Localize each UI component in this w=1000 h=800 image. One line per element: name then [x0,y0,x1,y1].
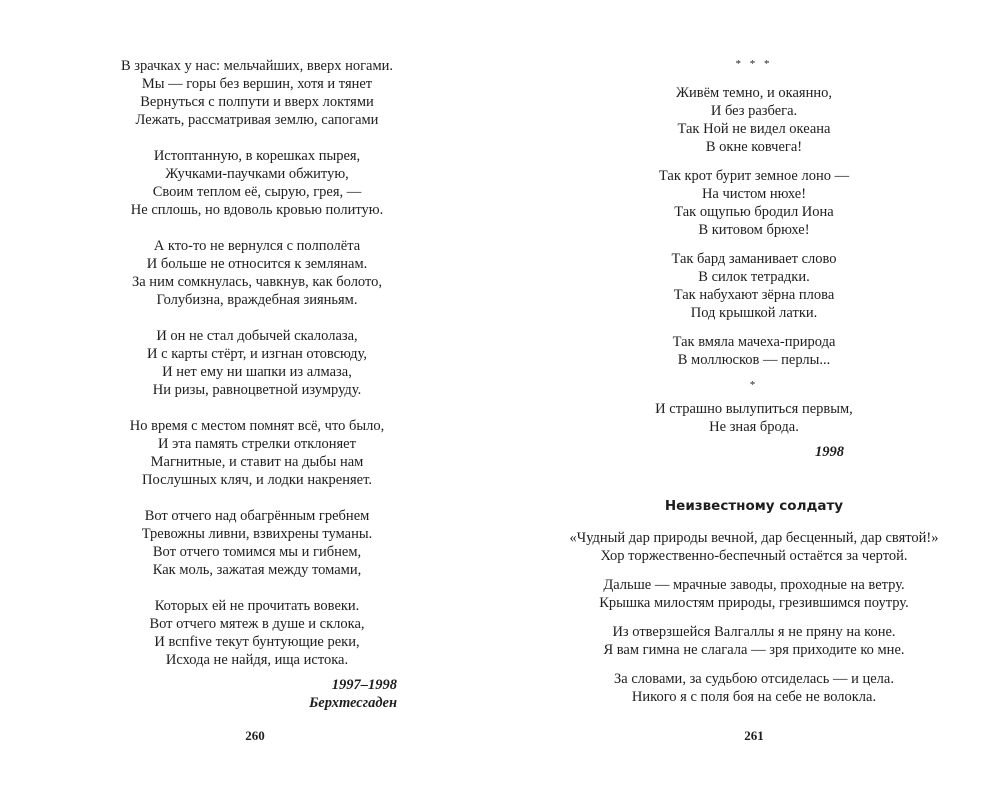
verse-line: Лежать, рассматривая землю, сапогами [135,112,379,128]
poem-final-stanza [554,400,954,436]
stanza [57,507,457,579]
verse-line: Своим теплом её, сырую, грея, — [152,184,362,200]
poem-body [57,57,457,669]
verse-line: Не зная брода. [709,419,799,435]
stanza [57,597,457,669]
stanza [57,57,457,129]
verse-line: Голубизна, враждебная зияньям. [156,292,358,308]
stanza [57,327,457,399]
verse-line: Вернуться с полпути и вверх локтями [140,94,374,110]
verse-line: Хор торжественно-беспечный остаётся за чертой. [600,548,908,564]
verse-line: Мы — горы без вершин, хотя и тянет [141,76,373,92]
stanza [554,167,954,239]
verse-line: Как моль, зажатая между томами, [152,562,362,578]
poem-date: 1997–1998 [331,677,397,693]
poem-body [554,84,954,369]
stanza [57,417,457,489]
stanza [524,576,984,612]
verse-line: «Чудный дар природы вечной, дар бесценный, дар святой!» [569,530,939,546]
verse-line: Крышка милостям природы, грезившимся поутру. [599,595,909,611]
verse-line: Но время с местом помнят всё, что было, [129,418,385,434]
poem-title: Неизвестному солдату [664,498,844,514]
verse-line: Магнитные, и ставит на дыбы нам [150,454,364,470]
stanza [57,237,457,309]
verse-line: И нет ему ни шапки из алмаза, [162,364,352,380]
verse-line: Вот отчего томимся мы и гибнем, [152,544,362,560]
verse-line: А кто-то не вернулся с полполёта [153,238,361,254]
verse-line: Так набухают зёрна плова [673,287,835,303]
right-page [500,0,1000,800]
poem-body [524,529,984,706]
verse-line: Под крышкой латки. [690,305,818,321]
stanza [524,529,984,565]
verse-line: И страшно вылупиться первым, [655,401,853,417]
verse-line: Так бард заманивает слово [671,251,837,267]
verse-line: Жучками-паучками обжитую, [165,166,349,182]
verse-line: И эта память стрелки отклоняет [158,436,356,452]
verse-line: И он не стал добычей скалолаза, [156,328,358,344]
verse-line: Так вмяла мачеха-природа [672,334,836,350]
verse-line: Вот отчего мятеж в душе и склока, [149,616,365,632]
stanza [524,623,984,659]
poem-place: Берхтесгаден [309,695,397,711]
verse-line: В моллюсков — перлы... [677,352,831,368]
verse-line: В окне ковчега! [705,139,803,155]
verse-line: И без разбега. [710,103,798,119]
verse-line: Послушных кляч, и лодки накреняет. [142,472,372,488]
verse-line: За ним сомкнулась, чавкнув, как болото, [131,274,383,290]
verse-line: Вот отчего над обагрённым гребнем [144,508,370,524]
verse-line: Так крот бурит земное лоно — [658,168,850,184]
verse-line: И вспfive текут бунтующие реки, [154,634,360,650]
stanza [524,670,984,706]
stanza [554,84,954,156]
verse-line: Так Ной не видел океана [677,121,831,137]
verse-line: И с карты стёрт, и изгнан отовсюду, [147,346,367,362]
verse-line: Я вам гимна не слагала — зря приходите ко мне. [603,642,905,658]
stanza [57,147,457,219]
section-separator: * [749,379,759,391]
verse-line: Тревожны ливни, взвихрены туманы. [141,526,373,542]
poem-date: 1998 [815,444,844,460]
verse-line: На чистом нюхе! [701,186,807,202]
section-ornament: * * * [735,58,773,70]
stanza [554,333,954,369]
verse-line: Исхода не найдя, ища истока. [165,652,349,668]
verse-line: Дальше — мрачные заводы, проходные на ветру. [603,577,905,593]
verse-line: Живём темно, и окаянно, [675,85,832,101]
verse-line: Которых ей не прочитать вовеки. [154,598,360,614]
stanza [554,250,954,322]
page-number: 260 [245,728,265,743]
verse-line: Так ощупью бродил Иона [674,204,834,220]
verse-line: В силок тетрадки. [698,269,810,285]
verse-line: Из отверзшейся Валгаллы я не пряну на коне. [612,624,896,640]
verse-line: За словами, за судьбою отсиделась — и цела. [614,671,894,687]
verse-line: Не сплошь, но вдоволь кровью политую. [130,202,384,218]
verse-line: Никого я с поля боя на себе не волокла. [631,689,877,705]
verse-line: В китовом брюхе! [698,222,810,238]
verse-line: Истоптанную, в корешках пырея, [153,148,361,164]
verse-line: И больше не относится к землянам. [146,256,368,272]
verse-line: Ни ризы, равноцветной изумруду. [152,382,362,398]
page-number: 261 [744,728,764,743]
verse-line: В зрачках у нас: мельчайших, вверх ногами. [120,58,394,74]
